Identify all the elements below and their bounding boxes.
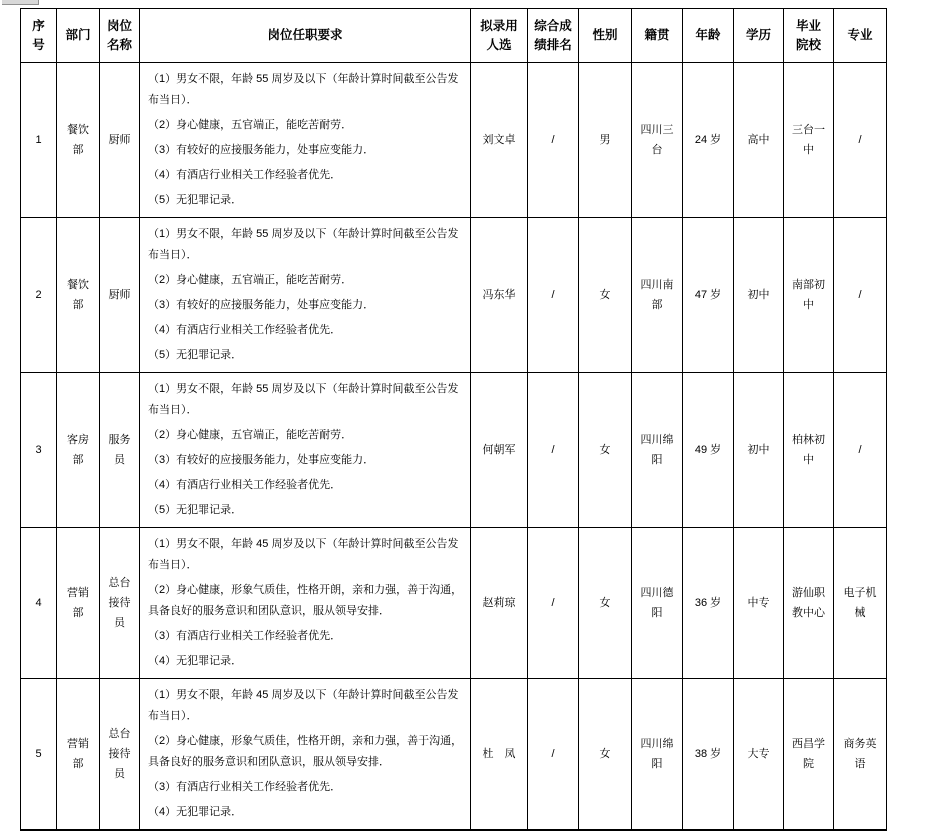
column-header-position: 岗位名称 bbox=[100, 9, 140, 63]
cell-major: 电子机械 bbox=[834, 528, 887, 679]
cell-department: 客房部 bbox=[57, 373, 100, 528]
requirement-item: （5）无犯罪记录． bbox=[148, 349, 243, 361]
cell-school: 西昌学院 bbox=[784, 679, 834, 831]
cell-age: 36 岁 bbox=[683, 528, 734, 679]
requirement-item: （2）身心健康，五官端正，能吃苦耐劳． bbox=[148, 429, 353, 441]
requirement-item: （3）有酒店行业相关工作经验者优先． bbox=[148, 781, 342, 793]
requirement-item: （4）有酒店行业相关工作经验者优先． bbox=[148, 169, 342, 181]
cell-education: 高中 bbox=[734, 63, 784, 218]
requirement-item: （1）男女不限，年龄 45 周岁及以下（年龄计算时间截至公告发布当日）． bbox=[148, 538, 459, 571]
cell-requirements bbox=[140, 218, 471, 373]
cell-department: 餐饮部 bbox=[57, 218, 100, 373]
cell-rank: / bbox=[528, 218, 579, 373]
cell-age: 49 岁 bbox=[683, 373, 734, 528]
requirement-item: （2）身心健康，形象气质佳，性格开朗，亲和力强，善于沟通，具备良好的服务意识和团队意识，服从领导安排． bbox=[148, 735, 463, 768]
cell-school: 柏林初中 bbox=[784, 373, 834, 528]
cell-gender: 男 bbox=[579, 63, 632, 218]
cell-rank: / bbox=[528, 528, 579, 679]
cell-native-place: 四川绵阳 bbox=[632, 373, 683, 528]
cell-position: 厨师 bbox=[100, 218, 140, 373]
cell-requirements bbox=[140, 373, 471, 528]
column-header-native-place: 籍贯 bbox=[632, 9, 683, 63]
cell-age: 38 岁 bbox=[683, 679, 734, 831]
cell-requirements bbox=[140, 679, 471, 831]
requirement-item: （5）无犯罪记录． bbox=[148, 194, 243, 206]
cell-seq: 1 bbox=[21, 63, 57, 218]
table-row bbox=[21, 679, 887, 831]
cell-candidate: 赵莉琼 bbox=[471, 528, 528, 679]
cell-candidate: 刘文卓 bbox=[471, 63, 528, 218]
cell-native-place: 四川绵阳 bbox=[632, 679, 683, 831]
cell-school: 三台一中 bbox=[784, 63, 834, 218]
table-row bbox=[21, 218, 887, 373]
requirement-item: （1）男女不限，年龄 55 周岁及以下（年龄计算时间截至公告发布当日）． bbox=[148, 228, 459, 261]
column-header-requirements: 岗位任职要求 bbox=[140, 9, 471, 63]
cell-rank: / bbox=[528, 63, 579, 218]
cell-rank: / bbox=[528, 373, 579, 528]
requirement-item: （4）有酒店行业相关工作经验者优先． bbox=[148, 324, 342, 336]
requirement-item: （3）有酒店行业相关工作经验者优先． bbox=[148, 630, 342, 642]
requirement-item: （1）男女不限，年龄 55 周岁及以下（年龄计算时间截至公告发布当日）． bbox=[148, 73, 459, 106]
cell-position: 服务员 bbox=[100, 373, 140, 528]
cell-gender: 女 bbox=[579, 218, 632, 373]
cell-position: 总台接待员 bbox=[100, 528, 140, 679]
cell-education: 中专 bbox=[734, 528, 784, 679]
cell-age: 47 岁 bbox=[683, 218, 734, 373]
requirement-item: （5）无犯罪记录． bbox=[148, 504, 243, 516]
cell-candidate: 冯东华 bbox=[471, 218, 528, 373]
cell-school: 南部初中 bbox=[784, 218, 834, 373]
recruitment-table-container bbox=[20, 8, 887, 831]
cell-major: / bbox=[834, 218, 887, 373]
cell-native-place: 四川三台 bbox=[632, 63, 683, 218]
cell-seq: 3 bbox=[21, 373, 57, 528]
cell-education: 大专 bbox=[734, 679, 784, 831]
table-row bbox=[21, 63, 887, 218]
cell-department: 营销部 bbox=[57, 679, 100, 831]
cell-age: 24 岁 bbox=[683, 63, 734, 218]
column-header-major: 专业 bbox=[834, 9, 887, 63]
cell-candidate: 杜 凤 bbox=[471, 679, 528, 831]
cell-gender: 女 bbox=[579, 679, 632, 831]
cell-major: 商务英语 bbox=[834, 679, 887, 831]
cell-rank: / bbox=[528, 679, 579, 831]
cell-department: 营销部 bbox=[57, 528, 100, 679]
column-header-school: 毕业院校 bbox=[784, 9, 834, 63]
requirement-item: （4）无犯罪记录． bbox=[148, 655, 243, 667]
cell-major: / bbox=[834, 63, 887, 218]
cell-native-place: 四川德阳 bbox=[632, 528, 683, 679]
requirement-item: （3）有较好的应接服务能力，处事应变能力． bbox=[148, 144, 375, 156]
requirement-item: （4）有酒店行业相关工作经验者优先． bbox=[148, 479, 342, 491]
table-row bbox=[21, 528, 887, 679]
column-header-education: 学历 bbox=[734, 9, 784, 63]
column-header-department: 部门 bbox=[57, 9, 100, 63]
cell-seq: 5 bbox=[21, 679, 57, 831]
window-edge-fragment bbox=[2, 0, 39, 5]
column-header-seq: 序号 bbox=[21, 9, 57, 63]
requirement-item: （3）有较好的应接服务能力，处事应变能力． bbox=[148, 299, 375, 311]
cell-native-place: 四川南部 bbox=[632, 218, 683, 373]
cell-seq: 4 bbox=[21, 528, 57, 679]
requirement-item: （4）无犯罪记录． bbox=[148, 806, 243, 818]
cell-requirements bbox=[140, 528, 471, 679]
cell-major: / bbox=[834, 373, 887, 528]
header-row bbox=[21, 9, 887, 63]
column-header-age: 年龄 bbox=[683, 9, 734, 63]
cell-school: 游仙职教中心 bbox=[784, 528, 834, 679]
requirement-item: （2）身心健康，五官端正，能吃苦耐劳． bbox=[148, 274, 353, 286]
column-header-gender: 性别 bbox=[579, 9, 632, 63]
cell-candidate: 何朝军 bbox=[471, 373, 528, 528]
cell-position: 厨师 bbox=[100, 63, 140, 218]
recruitment-table bbox=[20, 8, 887, 831]
table-row bbox=[21, 373, 887, 528]
requirement-item: （1）男女不限，年龄 55 周岁及以下（年龄计算时间截至公告发布当日）． bbox=[148, 383, 459, 416]
requirement-item: （1）男女不限，年龄 45 周岁及以下（年龄计算时间截至公告发布当日）． bbox=[148, 689, 459, 722]
cell-gender: 女 bbox=[579, 373, 632, 528]
cell-education: 初中 bbox=[734, 373, 784, 528]
column-header-rank: 综合成绩排名 bbox=[528, 9, 579, 63]
cell-department: 餐饮部 bbox=[57, 63, 100, 218]
cell-position: 总台接待员 bbox=[100, 679, 140, 831]
cell-gender: 女 bbox=[579, 528, 632, 679]
requirement-item: （2）身心健康，形象气质佳，性格开朗，亲和力强，善于沟通，具备良好的服务意识和团队意识，服从领导安排． bbox=[148, 584, 463, 617]
column-header-candidate: 拟录用人选 bbox=[471, 9, 528, 63]
requirement-item: （3）有较好的应接服务能力，处事应变能力． bbox=[148, 454, 375, 466]
cell-education: 初中 bbox=[734, 218, 784, 373]
cell-seq: 2 bbox=[21, 218, 57, 373]
requirement-item: （2）身心健康，五官端正，能吃苦耐劳． bbox=[148, 119, 353, 131]
cell-requirements bbox=[140, 63, 471, 218]
